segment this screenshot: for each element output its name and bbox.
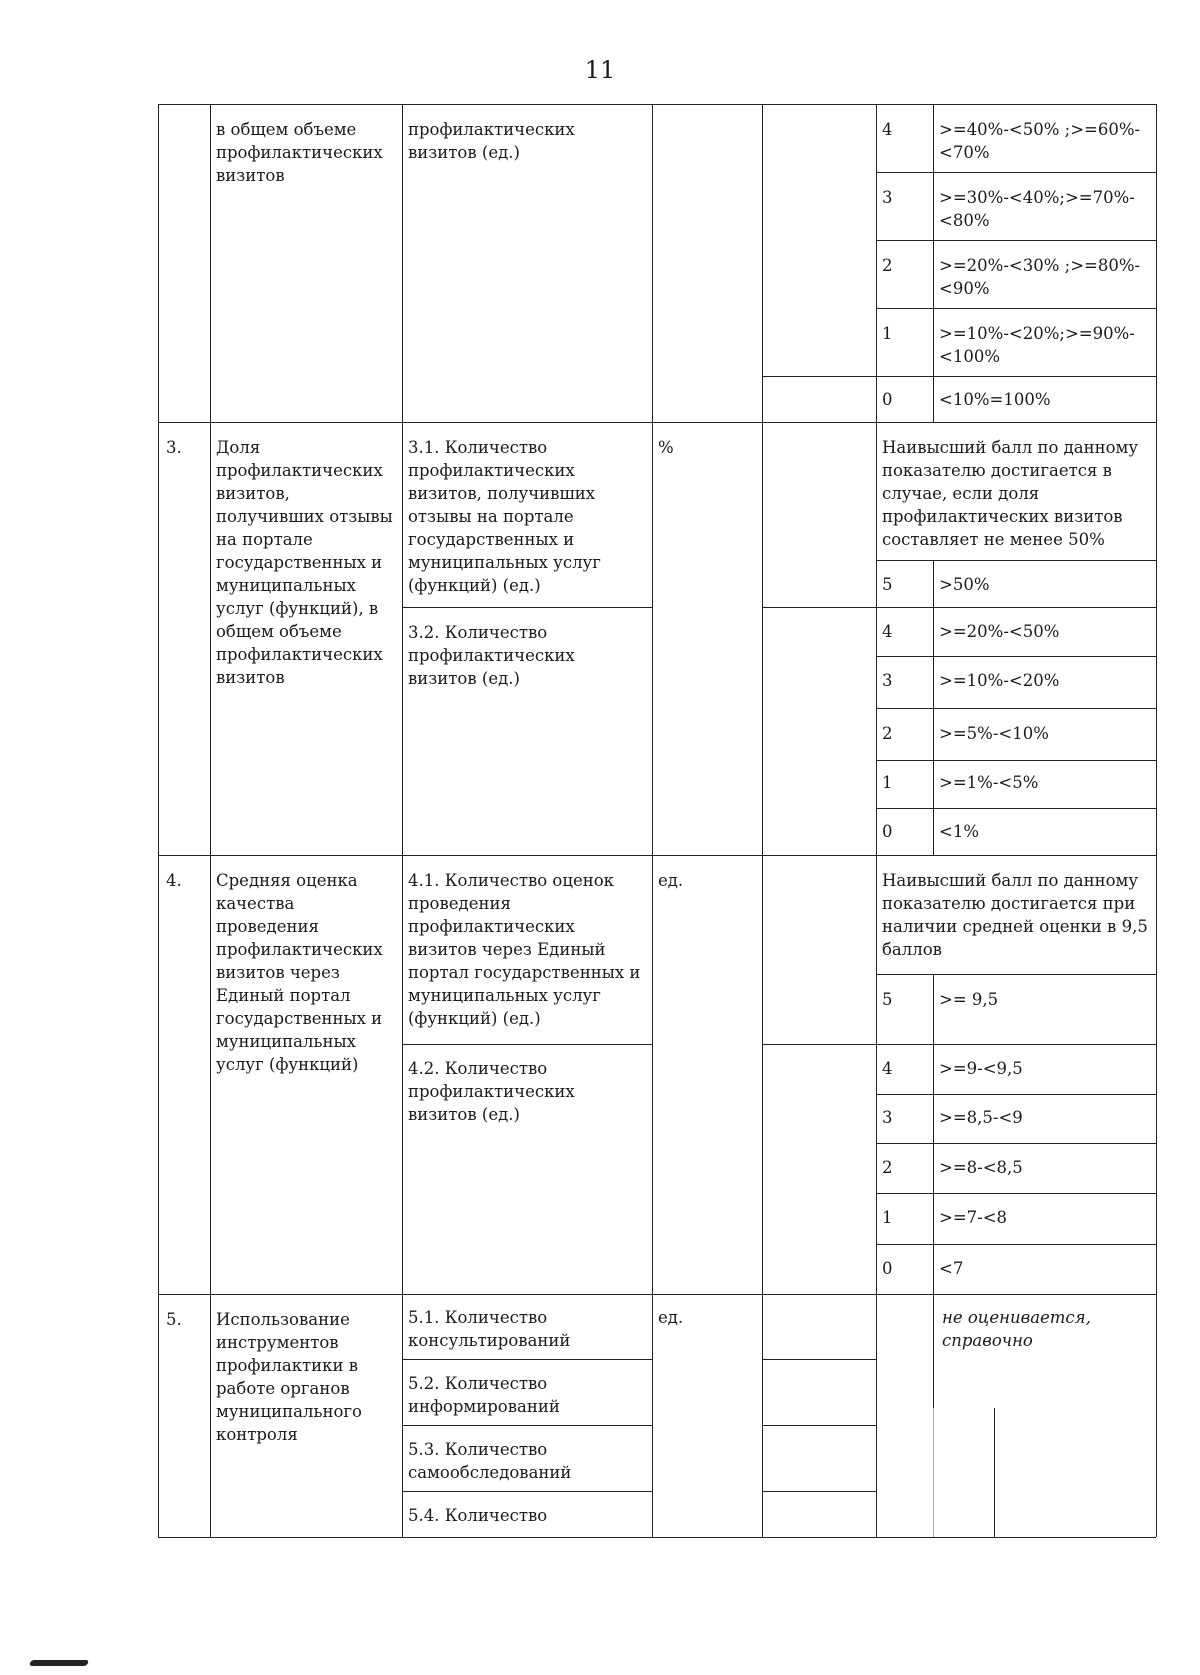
score-note: Наивысший балл по данному показателю достигается в случае, если доля профилактических визитов составляет не менее 50% xyxy=(882,438,1139,549)
column-divider xyxy=(933,104,934,422)
score-value: 4 xyxy=(882,120,893,139)
score-value: 0 xyxy=(882,1259,893,1278)
row-divider xyxy=(402,1044,652,1045)
score-range: >=30%-<40%;>=70%-<80% xyxy=(939,188,1135,230)
score-range: >=1%-<5% xyxy=(939,773,1039,792)
row-divider xyxy=(876,1244,1156,1245)
score-range: >= 9,5 xyxy=(939,990,999,1009)
score-value: 2 xyxy=(882,256,893,275)
row-divider xyxy=(762,1425,876,1426)
subindicator-text: 5.4. Количество xyxy=(408,1506,548,1525)
page-number: 11 xyxy=(584,56,616,84)
column-divider xyxy=(933,974,934,1408)
score-range: >=10%-<20% xyxy=(939,671,1060,690)
indicator-name: Использование инструментов профилактики в работе органов муниципального контроля xyxy=(216,1310,362,1444)
row-divider xyxy=(402,607,652,608)
row-divider xyxy=(876,240,1156,241)
row-divider xyxy=(762,1491,876,1492)
row-divider xyxy=(876,974,1156,975)
column-divider xyxy=(933,1408,934,1537)
row-divider xyxy=(762,1044,1156,1045)
subindicator-text: профилактических визитов (ед.) xyxy=(408,120,575,162)
row-divider xyxy=(876,1143,1156,1144)
indicator-name: Доля профилактических визитов, получивших отзывы на портале государственных и муниципальных услуг (функций), в общем объеме профилактических визитов xyxy=(216,438,393,687)
score-value: 0 xyxy=(882,390,893,409)
row-number: 5. xyxy=(166,1310,182,1329)
subindicator-text: 3.2. Количество профилактических визитов (ед.) xyxy=(408,623,575,688)
score-range: >50% xyxy=(939,575,990,594)
score-value: 4 xyxy=(882,622,893,641)
column-divider xyxy=(402,104,403,1537)
column-divider xyxy=(994,1408,995,1537)
row-divider xyxy=(402,1425,652,1426)
row-divider xyxy=(876,760,1156,761)
score-value: 3 xyxy=(882,188,893,207)
score-value: 3 xyxy=(882,671,893,690)
row-divider xyxy=(876,656,1156,657)
row-divider xyxy=(876,172,1156,173)
score-range: >=10%-<20%;>=90%-<100% xyxy=(939,324,1135,366)
score-range: <10%=100% xyxy=(939,390,1051,409)
score-range: >=40%-<50% ;>=60%-<70% xyxy=(939,120,1141,162)
row-divider xyxy=(402,1359,652,1360)
row-divider xyxy=(158,422,1156,423)
unit: ед. xyxy=(658,1308,684,1327)
score-range: <1% xyxy=(939,822,980,841)
table-border-left xyxy=(158,104,159,1537)
table-border-bottom xyxy=(158,1537,1156,1538)
row-divider xyxy=(876,1193,1156,1194)
subindicator-text: 3.1. Количество профилактических визитов, получивших отзывы на портале государственных и муниципальных услуг (функций) (ед.) xyxy=(408,438,601,595)
score-range: >=8,5-<9 xyxy=(939,1108,1023,1127)
row-divider xyxy=(402,1491,652,1492)
row-divider xyxy=(762,607,1156,608)
score-range: >=7-<8 xyxy=(939,1208,1008,1227)
row-number: 3. xyxy=(166,438,182,457)
score-value: 0 xyxy=(882,822,893,841)
column-divider xyxy=(210,104,211,1537)
table-border-right xyxy=(1156,104,1157,1537)
row-divider xyxy=(158,1294,1156,1295)
unit: ед. xyxy=(658,871,684,890)
score-value: 4 xyxy=(882,1059,893,1078)
table-border-top xyxy=(158,104,1156,105)
subindicator-text: 5.3. Количество самообследований xyxy=(408,1440,572,1482)
score-value: 2 xyxy=(882,1158,893,1177)
score-range: <7 xyxy=(939,1259,964,1278)
score-value: 1 xyxy=(882,1208,893,1227)
row-divider xyxy=(876,1094,1156,1095)
row-divider xyxy=(876,808,1156,809)
row-divider xyxy=(762,376,1156,377)
row-divider xyxy=(762,1359,876,1360)
column-divider xyxy=(652,104,653,1537)
row-divider xyxy=(158,855,1156,856)
score-value: 3 xyxy=(882,1108,893,1127)
score-note: Наивысший балл по данному показателю достигается при наличии средней оценки в 9,5 баллов xyxy=(882,871,1148,959)
score-range: >=8-<8,5 xyxy=(939,1158,1023,1177)
row-divider xyxy=(876,560,1156,561)
indicators-table xyxy=(158,104,1156,1537)
column-divider xyxy=(876,104,877,1537)
score-value: 1 xyxy=(882,773,893,792)
indicator-name: в общем объеме профилактических визитов xyxy=(216,120,383,185)
indicator-name: Средняя оценка качества проведения профилактических визитов через Единый портал государственных и муниципальных услуг (функций) xyxy=(216,871,383,1074)
score-range: >=9-<9,5 xyxy=(939,1059,1023,1078)
score-value: 2 xyxy=(882,724,893,743)
row-divider xyxy=(876,308,1156,309)
subindicator-text: 4.2. Количество профилактических визитов (ед.) xyxy=(408,1059,575,1124)
row-number: 4. xyxy=(166,871,182,890)
unit: % xyxy=(658,438,674,457)
score-range: >=20%-<50% xyxy=(939,622,1060,641)
subindicator-text: 4.1. Количество оценок проведения профилактических визитов через Единый портал государственных и муниципальных услуг (функций) (ед.) xyxy=(408,871,641,1028)
score-range: >=5%-<10% xyxy=(939,724,1049,743)
score-value: 5 xyxy=(882,575,893,594)
scan-mark xyxy=(29,1660,89,1666)
row-divider xyxy=(876,708,1156,709)
score-value: 5 xyxy=(882,990,893,1009)
score-note: не оценивается, справочно xyxy=(942,1308,1091,1350)
column-divider xyxy=(762,104,763,1537)
score-value: 1 xyxy=(882,324,893,343)
subindicator-text: 5.2. Количество информирований xyxy=(408,1374,560,1416)
subindicator-text: 5.1. Количество консультирований xyxy=(408,1308,571,1350)
score-range: >=20%-<30% ;>=80%-<90% xyxy=(939,256,1141,298)
